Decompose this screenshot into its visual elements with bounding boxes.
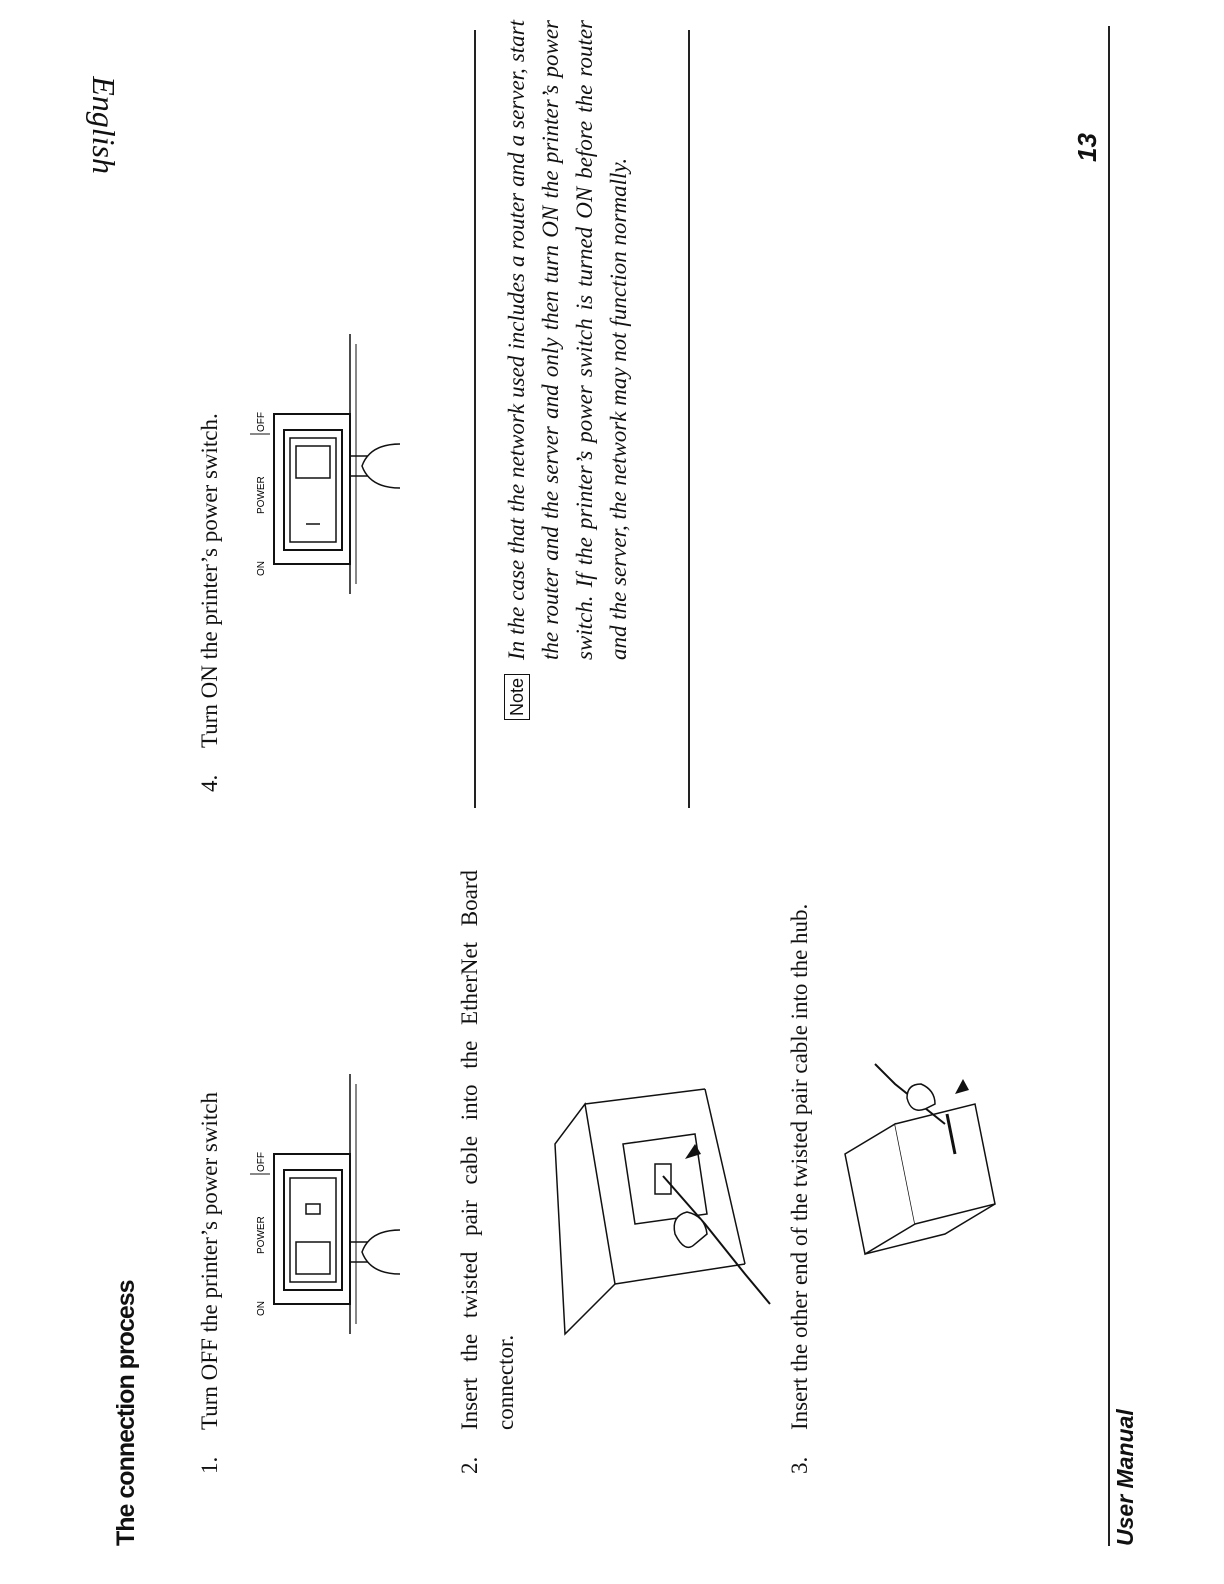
- hub-figure: [835, 1054, 1005, 1274]
- power-switch-off-figure: [250, 1054, 410, 1334]
- step-text: Insert the twisted pair cable into the EtherNet Board connector.: [457, 870, 518, 1430]
- switch-label-power: POWER: [256, 1216, 267, 1254]
- step-number: 4.: [197, 774, 222, 792]
- power-switch-on-figure: [250, 314, 410, 594]
- note-bottom-rule: [688, 30, 690, 808]
- step-text: Turn OFF the printer’s power switch: [197, 1092, 222, 1430]
- footer-manual-label: User Manual: [1112, 1409, 1138, 1546]
- step-text: Turn ON the printer’s power switch.: [197, 413, 222, 748]
- ethernet-connector-figure: [545, 1074, 775, 1344]
- footer-rule: [1108, 26, 1110, 1546]
- section-title: The connection process: [112, 1280, 140, 1546]
- switch-label-power: POWER: [256, 476, 267, 514]
- note-badge: Note: [504, 674, 530, 720]
- switch-label-on: ON: [256, 1301, 267, 1316]
- step-number: 2.: [457, 1456, 482, 1474]
- page-number: 13: [1072, 133, 1102, 162]
- note-text: In the case that the network used includes a router and a server, start the router and the server and only then turn ON the printer’s power switch. If the printer’s power switch is turned ON before the router and the server, the network may not function normally.: [504, 20, 631, 660]
- note-top-rule: [474, 30, 476, 808]
- switch-label-off: OFF: [256, 1152, 267, 1172]
- step-number: 1.: [197, 1456, 222, 1474]
- language-label: English: [86, 76, 122, 174]
- switch-label-on: ON: [256, 561, 267, 576]
- switch-label-off: OFF: [256, 412, 267, 432]
- step-text: Insert the other end of the twisted pair cable into the hub.: [787, 903, 812, 1430]
- step-number: 3.: [787, 1456, 812, 1474]
